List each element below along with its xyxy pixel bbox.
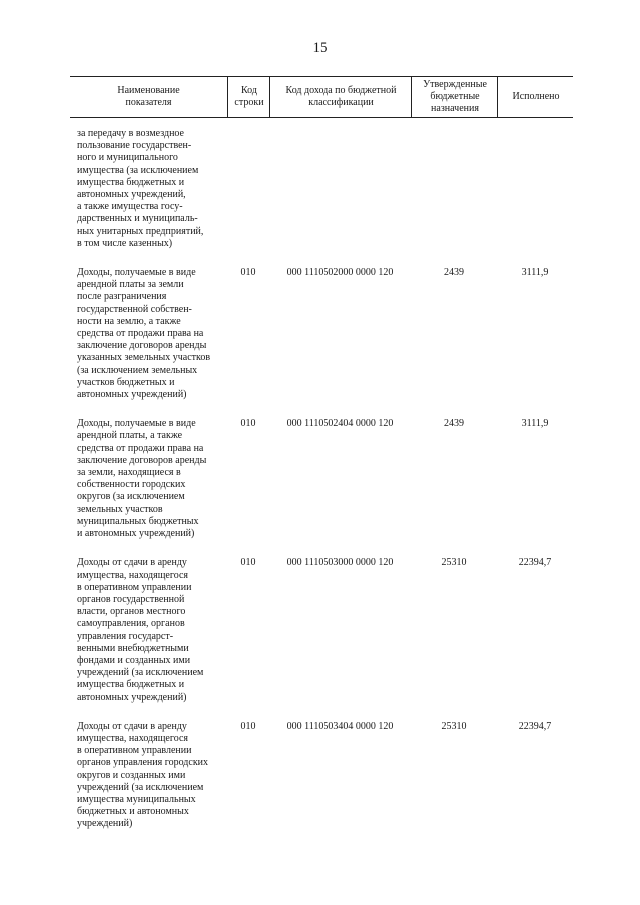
row-executed: 3111,9 xyxy=(521,267,549,279)
row-budget-code: 000 1110502000 0000 120 xyxy=(286,267,394,279)
table-body xyxy=(70,128,573,831)
row-name: Доходы, получаемые в виде арендной платы за земли после разграничения государственной собствен- ности на землю, а также средства от продажи права на заключение договоров аренды указанных земельных участков (за исключением земельных участков бюджетных и автономных учреждений) xyxy=(77,267,211,401)
row-executed: 22394,7 xyxy=(518,720,552,732)
table-row xyxy=(70,721,573,831)
row-name: за передачу в возмездное пользование государствен- ного и муниципального имущества (за исключением имущества бюджетных и автономных учреждений, а также имущества госу- дарственных и муниципаль- ных унитарных предприятий, в том числе казенных) xyxy=(77,128,204,249)
row-executed: 22394,7 xyxy=(518,557,552,569)
row-budget-code: 000 1110502404 0000 120 xyxy=(286,418,394,430)
row-code: 010 xyxy=(240,557,256,569)
header-name: Наименование показателя xyxy=(117,85,180,108)
row-approved: 25310 xyxy=(441,557,467,569)
row-code: 010 xyxy=(240,267,256,279)
table-header xyxy=(70,76,573,118)
header-approved: Утвержденные бюджетные назначения xyxy=(411,77,498,117)
row-name: Доходы от сдачи в аренду имущества, находящегося в оперативном управлении органов государственной власти, органов местного самоуправления, органов управления государст- венными внебюджетными фондами и созданных ими учреждений (за исключением имущества бюджетных и автономных учреждений) xyxy=(77,557,204,703)
table-row xyxy=(70,267,573,401)
row-code: 010 xyxy=(240,720,256,732)
row-name: Доходы от сдачи в аренду имущества, находящегося в оперативном управлении органов управления городских округов и созданных ими учреждений (за исключением имущества муниципальных бюджетных и автономных учреждений) xyxy=(77,720,209,830)
row-budget-code: 000 1110503000 0000 120 xyxy=(286,557,394,569)
header-executed: Исполнено xyxy=(497,77,574,117)
row-approved: 25310 xyxy=(441,720,467,732)
table-row xyxy=(70,128,573,250)
row-code: 010 xyxy=(240,418,256,430)
table-row xyxy=(70,557,573,703)
row-approved: 2439 xyxy=(444,267,464,279)
table-row xyxy=(70,418,573,540)
row-approved: 2439 xyxy=(444,418,464,430)
row-budget-code: 000 1110503404 0000 120 xyxy=(286,720,394,732)
row-executed: 3111,9 xyxy=(521,418,549,430)
header-line-code: Код строки xyxy=(227,77,270,117)
header-budget-code: Код дохода по бюджетной классификации xyxy=(269,77,412,117)
page-number: 15 xyxy=(312,40,328,56)
row-name: Доходы, получаемые в виде арендной платы, а также средства от продажи права на заключение договоров аренды за земли, находящиеся в собственности городских округов (за исключением земельных участков муниципальных бюджетных и автономных учреждений) xyxy=(77,418,207,540)
